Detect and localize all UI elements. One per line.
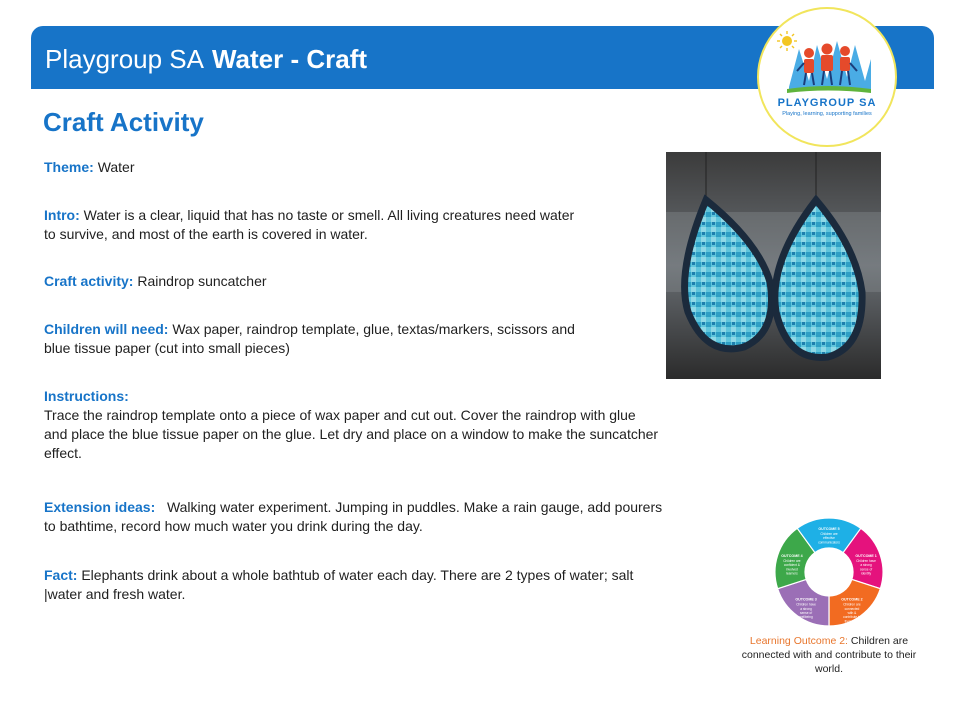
outcome-segment-text-2: their world	[844, 619, 860, 624]
outcome-segment-text-3: Children have	[796, 602, 816, 607]
theme-text: Water	[97, 159, 135, 175]
outcome-segment-text-4: confident &	[783, 563, 800, 568]
fact-line-1: Elephants drink about a whole bathtub of water each day. There are 2 types of water; salt	[81, 567, 634, 583]
intro-paragraph	[44, 206, 574, 244]
extension-label: Extension ideas:	[44, 499, 156, 515]
craft-paragraph	[44, 272, 267, 291]
outcome-segment-text-5: Children are	[820, 532, 838, 536]
needs-label: Children will need:	[44, 321, 169, 337]
extension-line-1: Walking water experiment. Jumping in puddles. Make a rain gauge, add pourers	[166, 499, 663, 515]
extension-paragraph	[44, 498, 662, 536]
outcome-segment-text-1: sense of	[860, 567, 873, 572]
theme-paragraph	[44, 158, 135, 177]
family-figures-icon	[759, 9, 895, 145]
outcome-segment-text-5: communicators	[818, 540, 840, 545]
instructions-line-2: and place the blue tissue paper on the glue. Let dry and place on a window to make the suncatcher	[44, 426, 659, 442]
fact-label: Fact:	[44, 567, 78, 583]
outcome-segment-text-1: Children have	[856, 558, 876, 563]
raindrop-suncatcher-photo	[666, 152, 881, 379]
wheel-center	[806, 549, 852, 595]
instructions-label: Instructions:	[44, 388, 129, 404]
instructions-paragraph	[44, 387, 658, 463]
outcome-segment-text-2: connected	[844, 606, 860, 611]
instructions-line-3: effect.	[44, 445, 82, 461]
outcome-caption-text: Children are connected with and contribute to their world.	[741, 635, 917, 675]
outcome-segment-title-3: OUTCOME 3	[795, 597, 817, 602]
needs-line-1: Wax paper, raindrop template, glue, textas/markers, scissors and	[172, 321, 575, 337]
outcome-caption-label: Learning Outcome 2:	[749, 635, 848, 647]
outcome-segment-text-2: with &	[847, 610, 857, 615]
logo-tagline: Playing, learning, supporting families	[782, 111, 872, 117]
outcome-segment-text-4: learners	[786, 571, 798, 576]
outcome-segment-title-4: OUTCOME 4	[781, 553, 803, 558]
needs-line-2: blue tissue paper (cut into small pieces)	[44, 340, 290, 356]
outcome-segment-text-2: contribute to	[843, 615, 861, 620]
intro-line-2: to survive, and most of the earth is covered in water.	[44, 226, 368, 242]
craft-label: Craft activity:	[44, 273, 134, 289]
outcome-segment-text-4: involved	[786, 567, 798, 572]
outcome-segment-text-3: wellbeing	[799, 615, 813, 620]
outcome-segment-text-5: effective	[823, 536, 835, 541]
page-title: Craft Activity	[43, 107, 204, 137]
learning-outcome-caption	[738, 634, 920, 676]
outcome-segment-text-4: Children are	[783, 558, 801, 563]
learning-outcomes-wheel	[774, 517, 884, 632]
fact-line-2: |water and fresh water.	[44, 586, 186, 602]
fact-paragraph	[44, 566, 633, 604]
needs-paragraph	[44, 320, 575, 358]
theme-label: Theme:	[44, 159, 94, 175]
header-subject: Water - Craft	[211, 44, 368, 74]
outcome-segment-text-1: a strong	[860, 563, 872, 568]
instructions-line-1: Trace the raindrop template onto a piece of wax paper and cut out. Cover the raindrop with glue	[44, 407, 636, 423]
header-title	[45, 44, 367, 74]
outcome-segment-title-1: OUTCOME 1	[855, 553, 877, 558]
outcome-segment-title-2: OUTCOME 2	[841, 597, 863, 602]
playgroup-logo	[757, 7, 897, 147]
intro-label: Intro:	[44, 207, 80, 223]
intro-line-1: Water is a clear, liquid that has no taste or smell. All living creatures need water	[83, 207, 575, 223]
outcome-segment-text-3: sense of	[800, 610, 813, 615]
outcome-segment-text-1: identity	[861, 571, 872, 576]
craft-text: Raindrop suncatcher	[137, 273, 267, 289]
outcome-segment-title-5: OUTCOME 5	[818, 527, 840, 531]
outcome-segment-text-2: Children are	[843, 602, 861, 607]
outcome-segment-text-3: a strong	[800, 606, 812, 611]
header-org: Playgroup SA	[45, 44, 204, 74]
extension-line-2: to bathtime, record how much water you drink during the day.	[44, 518, 423, 534]
logo-name: PLAYGROUP SA	[777, 97, 877, 109]
